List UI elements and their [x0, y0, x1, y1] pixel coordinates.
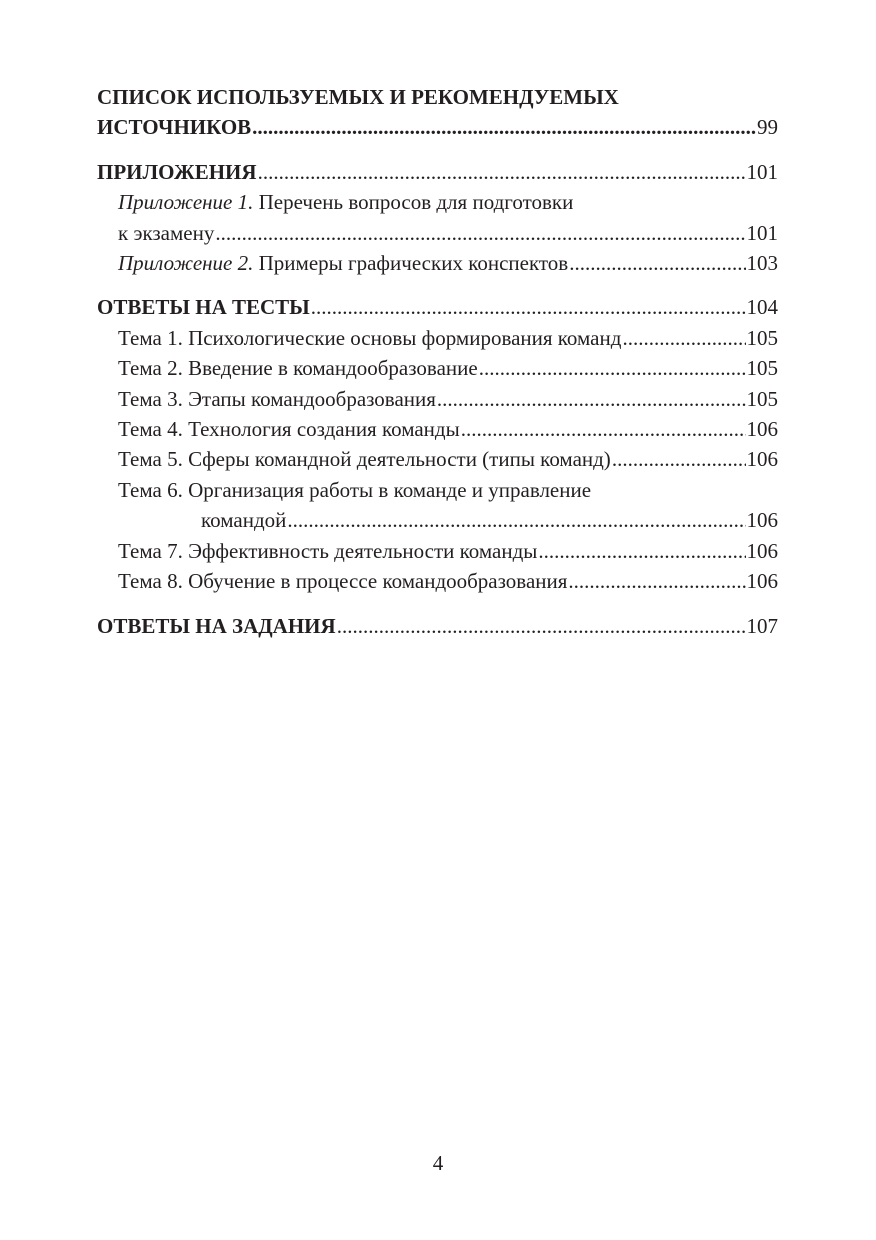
dot-leader — [252, 112, 756, 142]
toc-page-number: 101 — [746, 159, 778, 184]
topic-title: Тема 2. Введение в командообразование — [118, 356, 478, 381]
toc-entry-topic-6[interactable] — [97, 475, 778, 536]
toc-entry-title: ОТВЕТЫ НА ЗАДАНИЯ — [97, 613, 336, 638]
toc-page-number: 99 — [757, 115, 778, 140]
toc-page-number: 106 — [746, 569, 778, 594]
dot-leader — [311, 292, 746, 322]
dot-leader — [612, 444, 746, 474]
dot-leader — [437, 384, 746, 414]
table-of-contents — [97, 82, 778, 641]
topic-title: Тема 5. Сферы командной деятельности (типы команд) — [118, 447, 611, 472]
toc-entry-tests[interactable] — [97, 292, 778, 322]
topic-title-cont: командой — [201, 508, 287, 533]
dot-leader — [215, 218, 745, 248]
appendix-title: Примеры графических конспектов — [253, 251, 569, 276]
dot-leader — [569, 248, 745, 278]
appendix-title: Перечень вопросов для подготовки — [253, 190, 574, 215]
toc-page-number: 106 — [746, 538, 778, 563]
dot-leader — [287, 505, 745, 535]
toc-entry-title: ПРИЛОЖЕНИЯ — [97, 159, 257, 184]
toc-page-number: 106 — [746, 447, 778, 472]
toc-entry-appendix-2[interactable] — [97, 248, 778, 278]
dot-leader — [538, 536, 745, 566]
topic-title: Тема 7. Эффективность деятельности команды — [118, 538, 538, 563]
toc-entry-appendix-1[interactable] — [97, 187, 778, 248]
toc-entry-topic-3[interactable] — [97, 384, 778, 414]
dot-leader — [479, 353, 746, 383]
toc-entry-tasks[interactable] — [97, 611, 778, 641]
page-number: 4 — [432, 1151, 444, 1175]
dot-leader — [337, 611, 746, 641]
toc-entry-topic-2[interactable] — [97, 353, 778, 383]
toc-page-number: 101 — [746, 220, 778, 245]
toc-page-number: 103 — [746, 251, 778, 276]
appendix-prefix: Приложение 2. — [118, 251, 254, 276]
dot-leader — [461, 414, 746, 444]
toc-entry-sources[interactable] — [97, 112, 778, 142]
toc-page-number: 105 — [746, 325, 778, 350]
toc-page-number: 104 — [746, 295, 778, 320]
toc-entry-sources-title-cont: ИСТОЧНИКОВ — [97, 115, 252, 140]
dot-leader — [622, 323, 745, 353]
toc-page-number: 105 — [746, 356, 778, 381]
dot-leader — [258, 157, 746, 187]
topic-title: Тема 8. Обучение в процессе командообразования — [118, 569, 568, 594]
toc-entry-topic-4[interactable] — [97, 414, 778, 444]
toc-entry-sources-title: СПИСОК ИСПОЛЬЗУЕМЫХ И РЕКОМЕНДУЕМЫХ — [97, 85, 619, 109]
appendix-prefix: Приложение 1. — [118, 190, 254, 215]
topic-title: Тема 1. Психологические основы формирования команд — [118, 325, 622, 350]
toc-page-number: 107 — [746, 613, 778, 638]
appendix-title-cont: к экзамену — [118, 220, 215, 245]
toc-page-number: 106 — [746, 508, 778, 533]
topic-title: Тема 4. Технология создания команды — [118, 417, 460, 442]
topic-title: Тема 6. Организация работы в команде и управление — [118, 477, 592, 502]
toc-page-number: 106 — [746, 417, 778, 442]
dot-leader — [568, 566, 745, 596]
toc-entry-topic-7[interactable] — [97, 536, 778, 566]
toc-entry-title: ОТВЕТЫ НА ТЕСТЫ — [97, 295, 310, 320]
toc-entry-topic-8[interactable] — [97, 566, 778, 596]
toc-entry-appendices[interactable] — [97, 157, 778, 187]
topic-title: Тема 3. Этапы командообразования — [118, 386, 436, 411]
toc-page-number: 105 — [746, 386, 778, 411]
toc-entry-topic-5[interactable] — [97, 444, 778, 474]
toc-entry-topic-1[interactable] — [97, 323, 778, 353]
